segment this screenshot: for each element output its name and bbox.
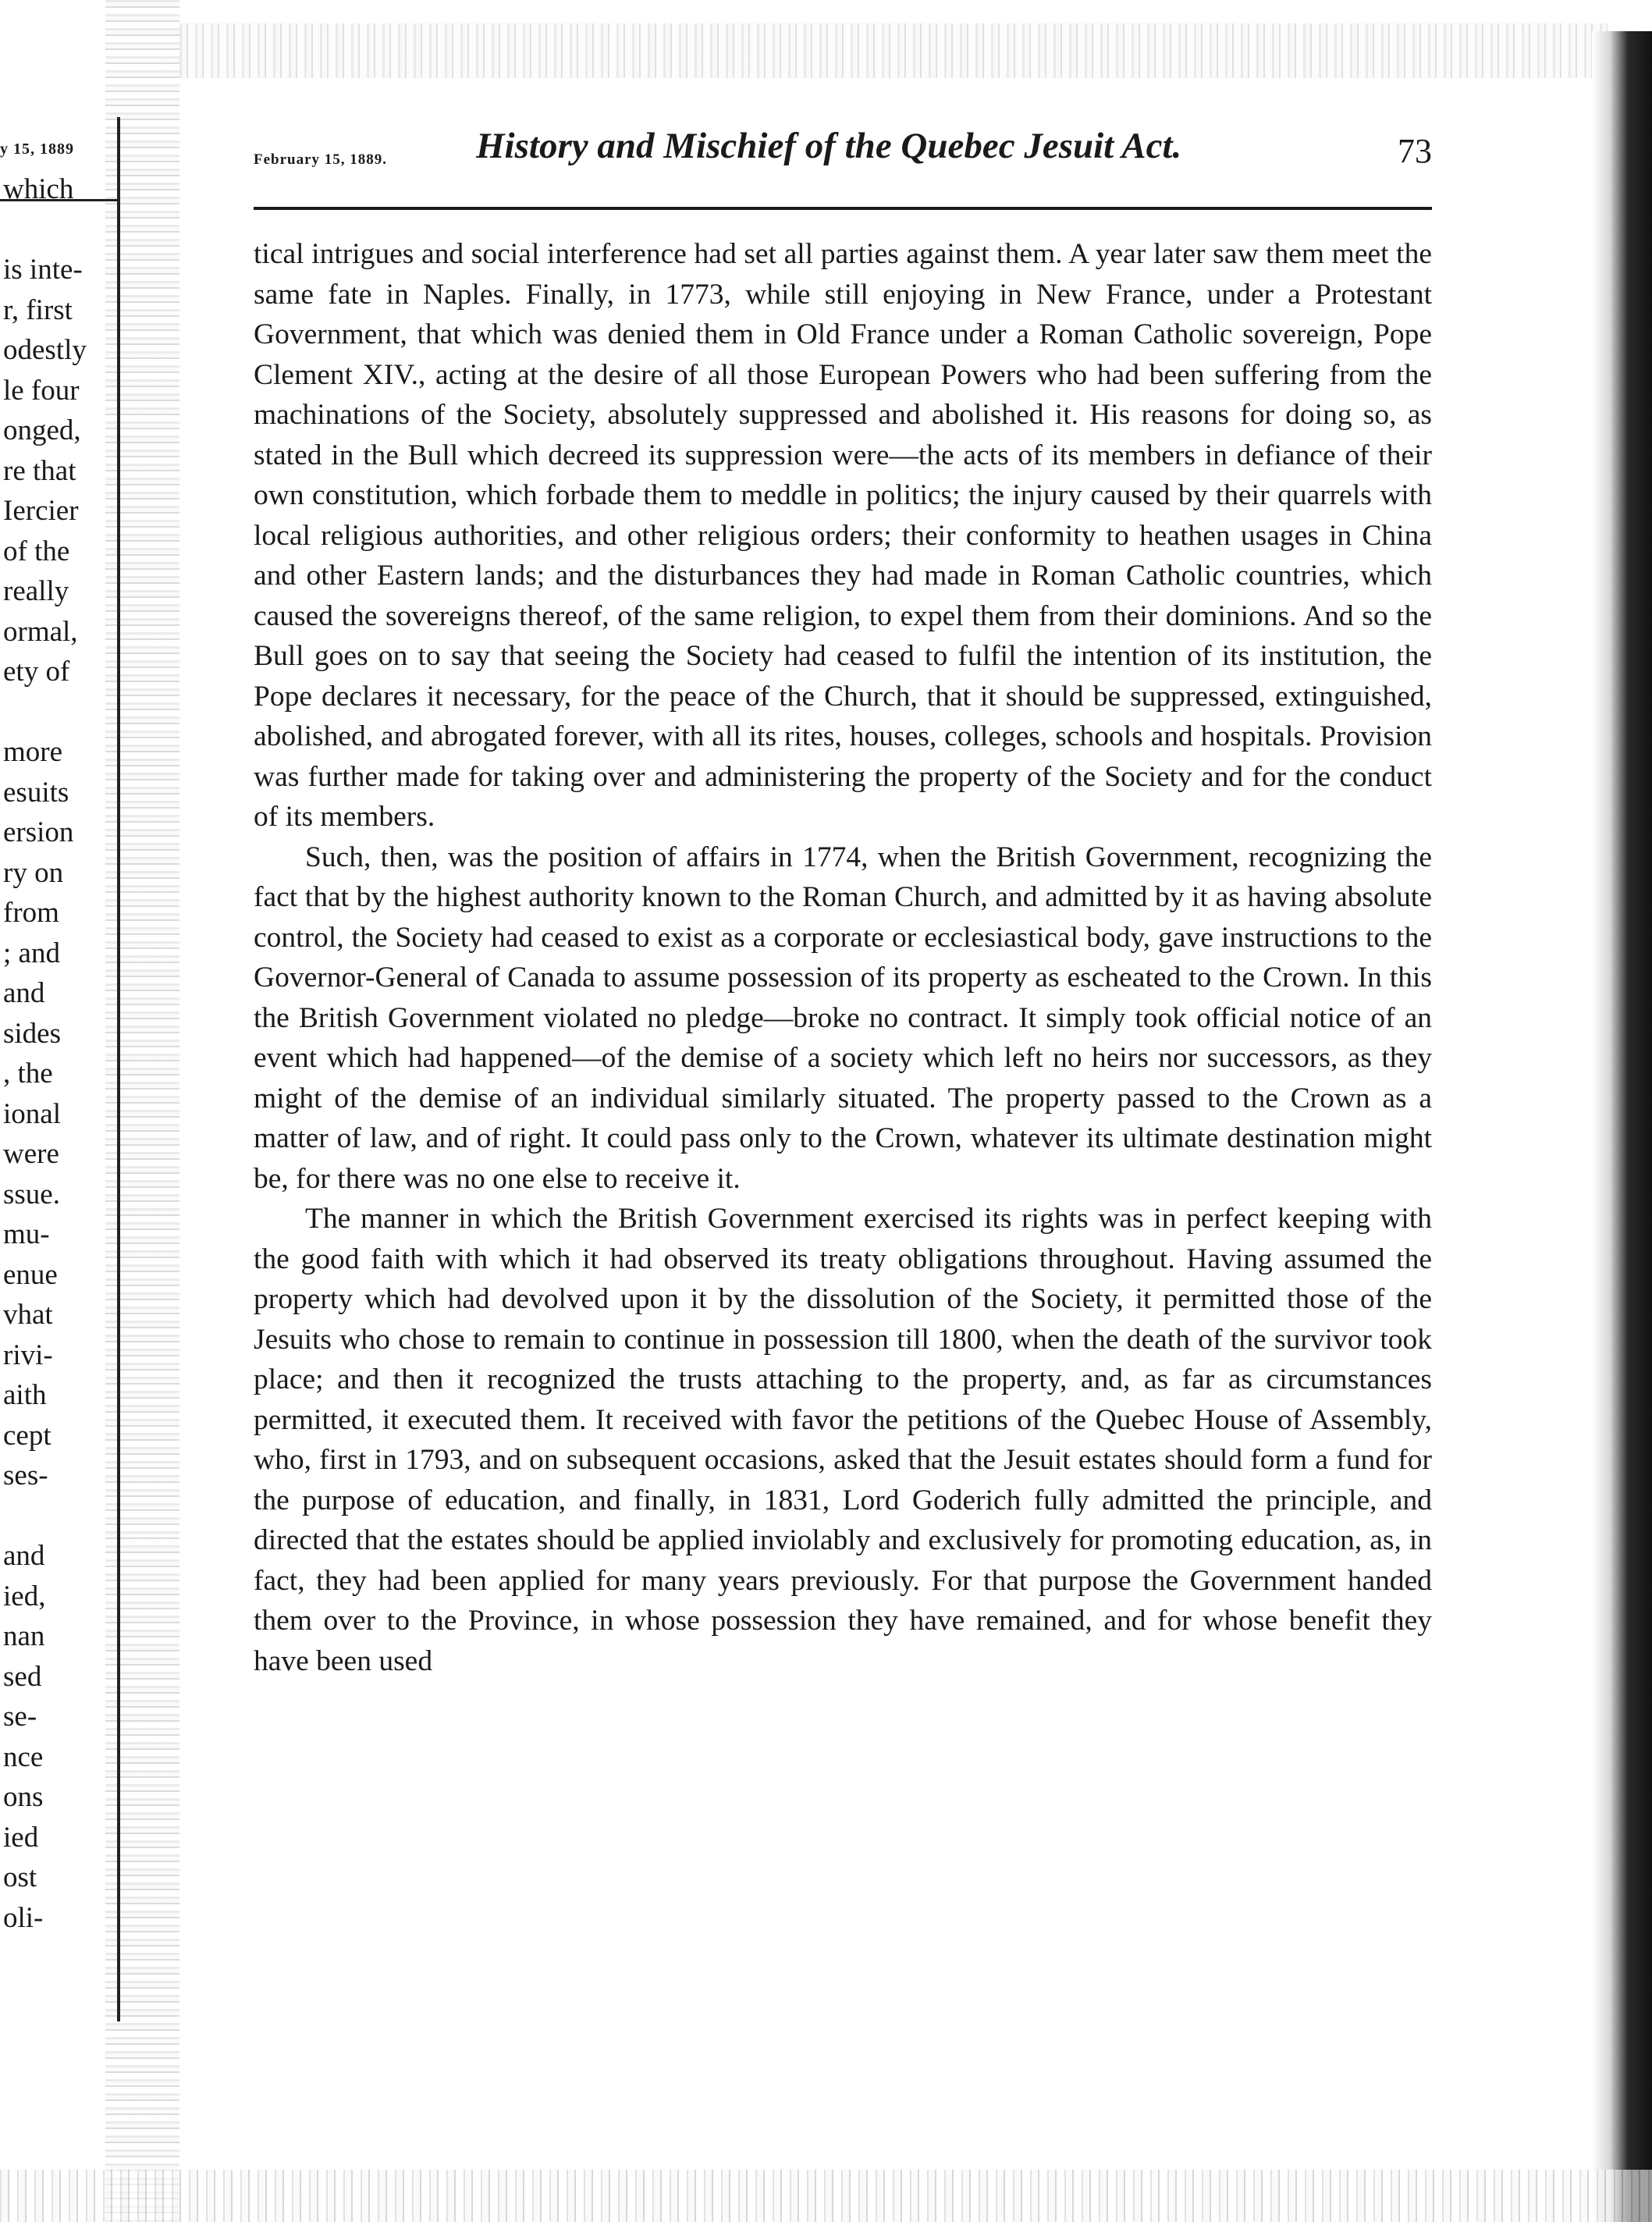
left-page-fragment: ost [3,1861,37,1893]
left-page-fragment: esuits [3,776,69,809]
left-page-fragment: vhat [3,1299,53,1331]
left-page-fragment: nce [3,1740,44,1773]
left-page-fragment: really [3,575,69,607]
issue-date: February 15, 1889. [254,151,388,168]
left-page-fragment: , the [3,1058,53,1090]
page-edge-shadow [1592,31,1652,2222]
paragraph-3: The manner in which the British Government exercised its rights was in perfect keeping with the good faith with which it had observed its treaty obligations throughout. Having assumed the property which had devolved upon it by the dissolution of the Society, it permitted those of the Jesuits who chose to remain to continue in possession till 1800, when the death of the survivor took place; and then it recognized the trusts attaching to the property, and, as far as circumstances permitted, it executed them. It received with favor the petitions of the Quebec House of Assembly, who, first in 1793, and on subsequent occasions, asked that the Jesuit estates should form a fund for the purpose of education, and finally, in 1831, Lord Goderich fully admitted the principle, and directed that the estates should be applied inviolably and exclusively for promoting education, as, in fact, they had been applied for many years previously. For that purpose the Government handed them over to the Province, in whose possession they have remained, and for whose benefit they have been used [254,1203,1432,1677]
left-page-fragment: onged, [3,414,81,446]
left-page-fragment: ormal, [3,615,78,648]
left-page-fragment: and [3,1540,45,1572]
left-page-fragment: of the [3,535,70,567]
left-page-header: y 15, 1889 [0,140,74,158]
left-page-fragments [0,117,120,2021]
left-page-fragment: ional [3,1097,61,1130]
left-page-fragment: ety of [3,656,70,688]
left-page-fragment: Iercier [3,495,79,527]
left-page-fragment: le four [3,374,80,407]
left-page-fragment: enue [3,1258,58,1291]
left-page-fragment: ied [3,1821,39,1854]
left-page-fragment: sed [3,1660,42,1693]
scan-noise-bottom [0,2170,1652,2222]
left-page-fragment: ry on [3,856,64,889]
left-page-fragment: ersion [3,816,74,848]
left-page-fragment: which [3,173,74,205]
left-page-fragment: odestly [3,334,87,366]
article-body [254,234,1432,1681]
paragraph-1: tical intrigues and social interference had set all parties against them. A year later saw them meet the same fate in Naples. Finally, in 1773, while still enjoying in New France, under a Protestant Government, that which was denied them in Old France under a Roman Catholic sovereign, Pope Clement XIV., acting at the desire of all those European Powers who had been suffering from the machinations of the Society, absolutely suppressed and abolished it. His reasons for doing so, as stated in the Bull which decreed its suppression were—the acts of its members in defiance of their own constitution, which forbade them to meddle in politics; the injury caused by their quarrels with local religious authorities, and other religious orders; their conformity to heathen usages in China and other Eastern lands; and the disturbances they had made in Roman Catholic countries, which caused the sovereigns thereof, of the same religion, to expel them from their dominions. And so the Bull goes on to say that seeing the Society had ceased to fulfil the intention of its institution, the Pope declares it necessary, for the peace of the Church, that it should be suppressed, extinguished, abolished, and abrogated forever, with all its rites, houses, colleges, schools and hospitals. Provision was further made for taking over and administering the property of the Society and for the conduct of its members. [254,238,1432,833]
paragraph-2: Such, then, was the position of affairs in 1774, when the British Government, recognizing the fact that by the highest authority known to the Roman Church, and admitted by it as having absolute control, the Society had ceased to exist as a corporate or ecclesiastical body, gave instructions to the Governor-General of Canada to assume possession of its property as escheated to the Crown. In this the British Government violated no pledge—broke no contract. It simply took official notice of an event which had happened—of the demise of a society which left no heirs nor successors, as they might of the demise of an individual similarly situated. The property passed to the Crown as a matter of law, and of right. It could pass only to the Crown, whatever its ultimate destination might be, for there was no one else to receive it. [254,841,1432,1195]
left-page-fragment: ses- [3,1459,48,1491]
header-rule [254,207,1432,210]
left-page-fragment: ied, [3,1580,46,1612]
left-page-fragment: ssue. [3,1178,60,1211]
left-page-fragment: rivi- [3,1339,53,1371]
left-page-fragment: sides [3,1017,61,1050]
left-page-fragment: re that [3,454,76,487]
left-page-fragment: r, first [3,293,73,326]
left-page-fragment: mu- [3,1218,50,1250]
left-page-fragment: is inte- [3,254,83,286]
page-number: 73 [1398,132,1432,170]
left-page-fragment: nan [3,1620,45,1652]
left-page-fragment: cept [3,1419,52,1452]
article-title: History and Mischief of the Quebec Jesuit Act. [476,126,1182,166]
left-page-fragment: oli- [3,1901,44,1934]
left-page-fragment: more [3,736,63,768]
left-page-fragment: from [3,897,59,929]
running-head [254,125,1432,180]
left-page-fragment: aith [3,1379,47,1411]
left-page-fragment: ; and [3,937,60,969]
left-page-fragment: and [3,977,45,1009]
left-page-fragment: ons [3,1781,44,1813]
scan-noise-top [179,23,1608,78]
left-page-fragment: were [3,1138,59,1170]
left-page-fragment: se- [3,1701,37,1733]
